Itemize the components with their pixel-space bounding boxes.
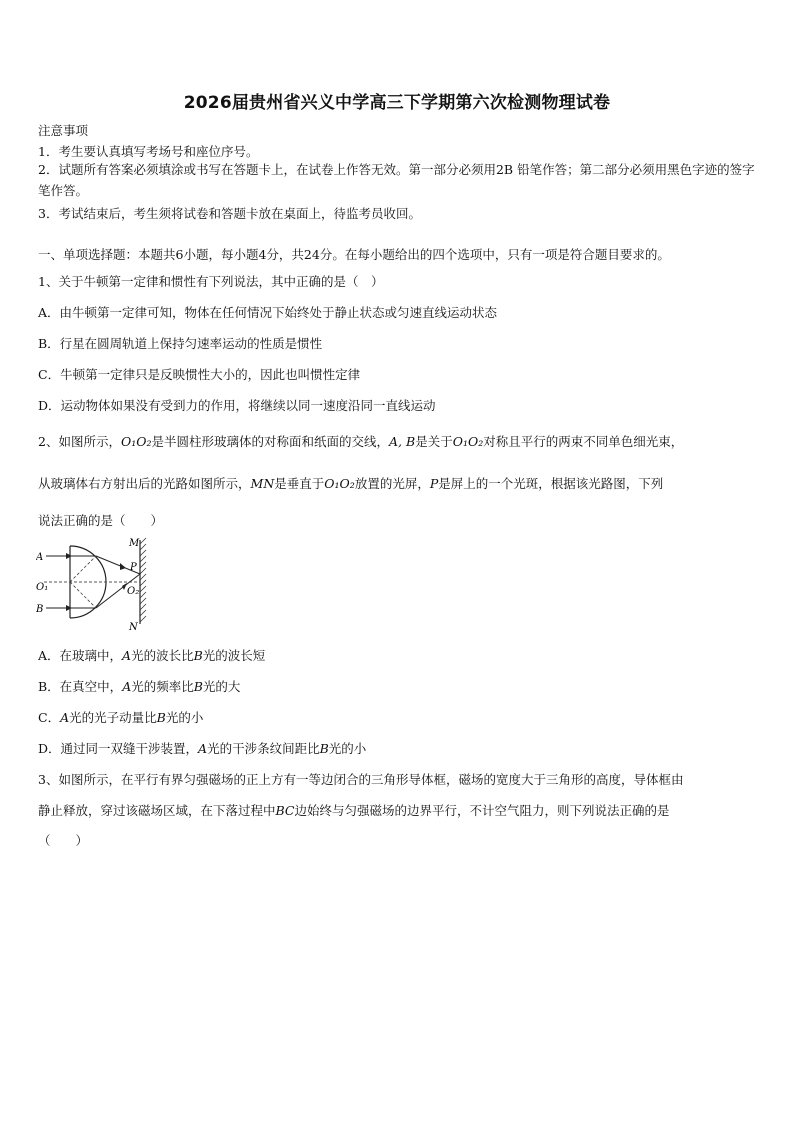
q2-optics-figure	[36, 532, 160, 636]
q2-option-b: B．在真空中，A光的频率比B光的大	[38, 679, 241, 694]
q1-stem: 1、关于牛顿第一定律和惯性有下列说法，其中正确的是（ ）	[38, 274, 384, 289]
q2-option-a: A．在玻璃中，A光的波长比B光的波长短	[38, 648, 266, 663]
q1-option-a: A．由牛顿第一定律可知，物体在任何情况下始终处于静止状态或匀速直线运动状态	[38, 305, 498, 320]
q2-option-d: D．通过同一双缝干涉装置，A光的干涉条纹间距比B光的小	[38, 741, 367, 756]
page-title: 2026届贵州省兴义中学高三下学期第六次检测物理试卷	[183, 93, 611, 113]
fig-label-b: B	[36, 604, 44, 615]
q2-stem-line3: 说法正确的是（ ）	[38, 513, 164, 528]
fig-label-n: N	[129, 622, 138, 633]
fig-label-m: M	[129, 538, 140, 549]
q2-stem-line1: 2、如图所示，O₁O₂是半圆柱形玻璃体的对称面和纸面的交线，A, B是关于O₁O₂对称且平行的两束不同单色细光束，	[38, 434, 684, 449]
fig-label-o1: O₁	[36, 582, 49, 593]
q1-option-d: D．运动物体如果没有受到力的作用，将继续以同一速度沿同一直线运动	[38, 398, 436, 413]
section-heading: 一、单项选择题：本题共6小题，每小题4分，共24分。在每小题给出的四个选项中，只有一项是符合题目要求的。	[38, 247, 670, 262]
fig-label-p: P	[130, 562, 137, 573]
notice-item-2: 2．试题所有答案必须填涂或书写在答题卡上，在试卷上作答无效。第一部分必须用2B 铅笔作答；第二部分必须用黑色字迹的签字笔作答。	[38, 162, 755, 198]
q1-option-c: C．牛顿第一定律只是反映惯性大小的，因此也叫惯性定律	[38, 367, 361, 382]
notice-item-1: 1．考生要认真填写考场号和座位序号。	[38, 144, 259, 159]
notice-item-3: 3．考试结束后，考生须将试卷和答题卡放在桌面上，待监考员收回。	[38, 206, 421, 221]
q2-stem-line2: 从玻璃体右方射出后的光路如图所示，MN是垂直于O₁O₂放置的光屏，P是屏上的一个光斑，根据该光路图，下列	[38, 476, 664, 491]
q1-option-b: B．行星在圆周轨道上保持匀速率运动的性质是惯性	[38, 336, 323, 351]
notice-heading: 注意事项	[38, 123, 89, 138]
q3-stem-line2: 静止释放，穿过该磁场区域，在下落过程中BC边始终与匀强磁场的边界平行，不计空气阻力，则下列说法正确的是	[38, 803, 670, 818]
q3-stem-line3: （ ）	[38, 833, 89, 848]
q3-stem-line1: 3、如图所示，在平行有界匀强磁场的正上方有一等边闭合的三角形导体框，磁场的宽度大于三角形的高度，导体框由	[38, 772, 684, 787]
fig-label-a: A	[36, 552, 44, 563]
fig-label-o2: O₂	[127, 586, 140, 597]
q2-option-c: C．A光的光子动量比B光的小	[38, 710, 204, 725]
